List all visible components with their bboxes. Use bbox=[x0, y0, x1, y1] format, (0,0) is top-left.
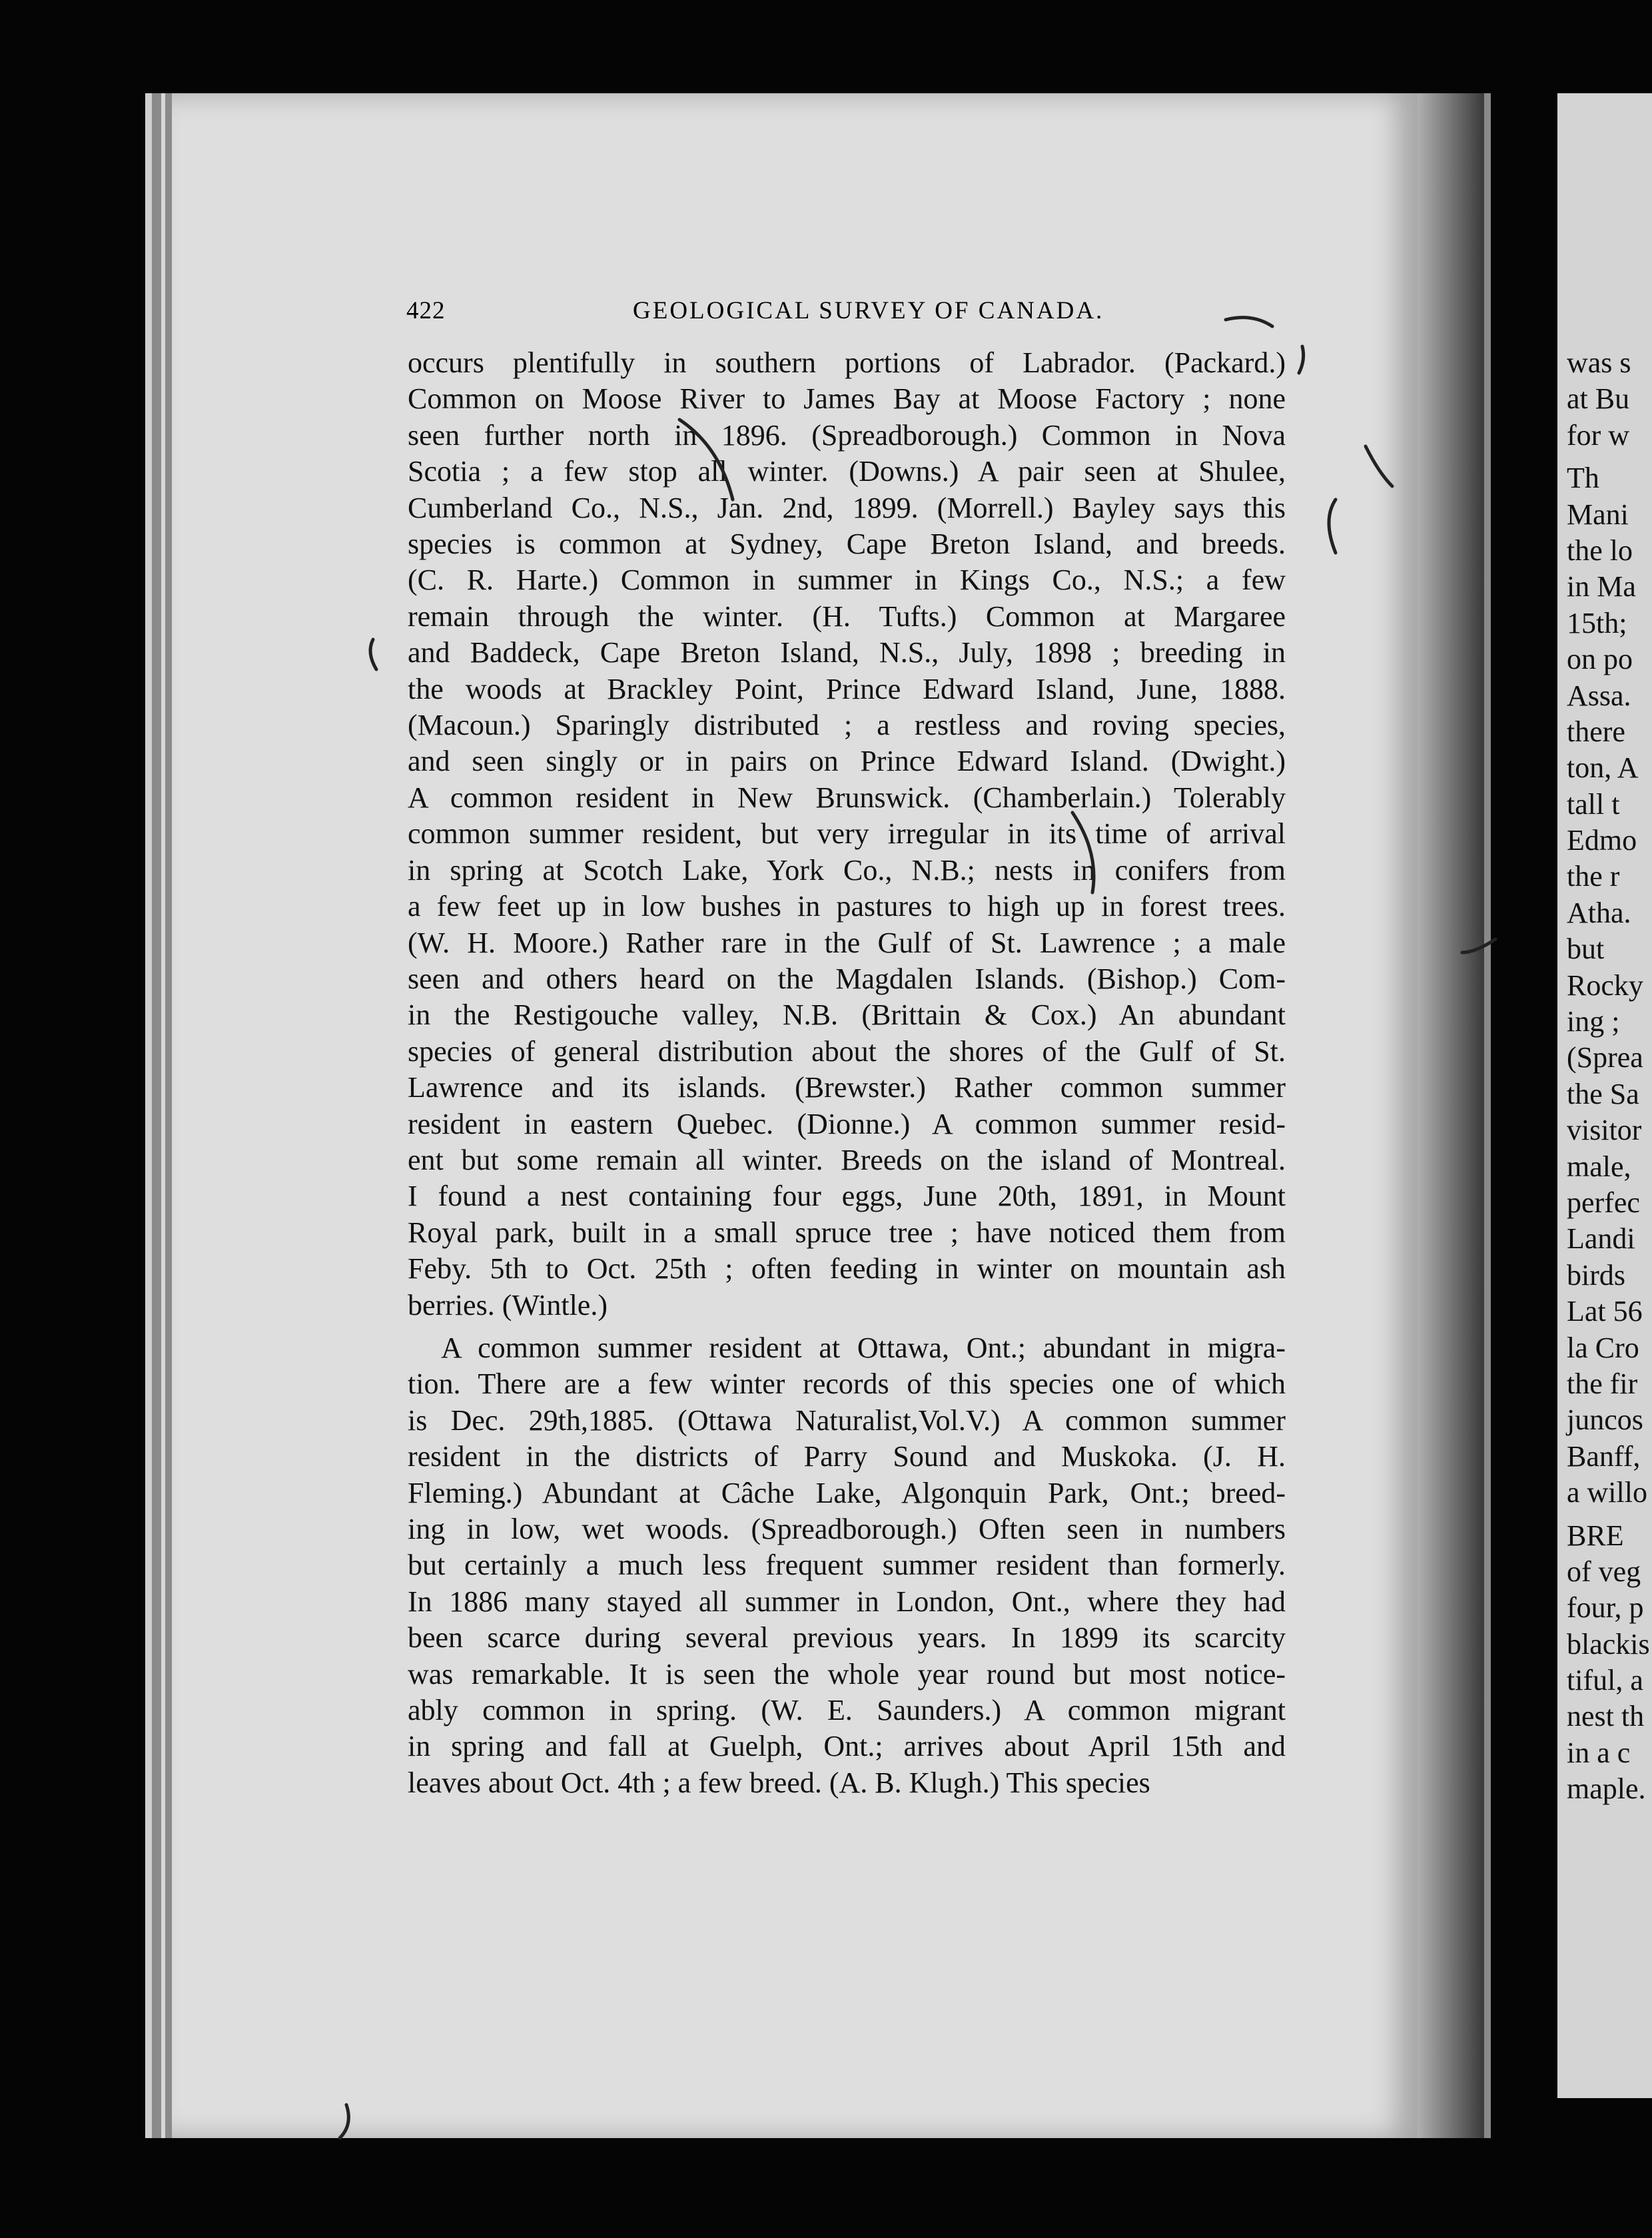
right-page-line: la Cro bbox=[1567, 1331, 1639, 1364]
right-page-line: tiful, a bbox=[1567, 1664, 1643, 1697]
paragraph-2 bbox=[408, 1330, 1286, 1801]
text-line: and Baddeck, Cape Breton Island, N.S., July, 1898 ; breeding in bbox=[408, 636, 1286, 669]
right-page-line: ton, A bbox=[1567, 751, 1639, 785]
text-line: Common on Moose River to James Bay at Moose Factory ; none bbox=[408, 382, 1286, 416]
running-head bbox=[406, 296, 1286, 336]
right-page-line: Edmo bbox=[1567, 824, 1637, 857]
right-page-line: birds bbox=[1567, 1258, 1625, 1292]
right-page-line: a willo bbox=[1567, 1476, 1647, 1509]
right-page-line: Assa. bbox=[1567, 679, 1631, 712]
text-line: I found a nest containing four eggs, June 20th, 1891, in Mount bbox=[408, 1180, 1286, 1213]
paragraph-1 bbox=[408, 345, 1286, 1323]
text-line: common summer resident, but very irregular in its time of arrival bbox=[408, 817, 1286, 851]
right-page-line: 15th; bbox=[1567, 606, 1627, 639]
right-page-line: ing ; bbox=[1567, 1005, 1620, 1038]
right-page-line: male, bbox=[1567, 1150, 1631, 1183]
right-page-line: the lo bbox=[1567, 534, 1633, 567]
text-line: remain through the winter. (H. Tufts.) Common at Margaree bbox=[408, 599, 1286, 633]
text-line: been scarce during several previous years. In 1899 its scarcity bbox=[408, 1621, 1286, 1655]
text-line: A common summer resident at Ottawa, Ont.; abundant in migra- bbox=[441, 1331, 1286, 1364]
right-page bbox=[1557, 93, 1652, 2098]
right-page-line: Mani bbox=[1567, 498, 1629, 531]
right-page-line: maple. bbox=[1567, 1772, 1646, 1806]
right-page-line: the fir bbox=[1567, 1367, 1638, 1400]
right-page-line: (Sprea bbox=[1567, 1041, 1643, 1074]
right-page-line: on po bbox=[1567, 643, 1633, 676]
right-page-line: for w bbox=[1567, 418, 1630, 452]
header-title: GEOLOGICAL SURVEY OF CANADA. bbox=[633, 297, 1104, 324]
text-line: Fleming.) Abundant at Câche Lake, Algonquin Park, Ont.; breed- bbox=[408, 1476, 1286, 1509]
right-page-line: blackis bbox=[1567, 1627, 1650, 1661]
text-line: (C. R. Harte.) Common in summer in Kings Co., N.S.; a few bbox=[408, 563, 1286, 597]
right-page-line: Landi bbox=[1567, 1222, 1635, 1256]
text-line: (Macoun.) Sparingly distributed ; a restless and roving species, bbox=[408, 709, 1286, 742]
text-line: seen and others heard on the Magdalen Islands. (Bishop.) Com- bbox=[408, 962, 1286, 995]
body-text bbox=[408, 345, 1286, 1801]
right-page-line: but bbox=[1567, 932, 1605, 966]
text-line: in spring at Scotch Lake, York Co., N.B.; nests in conifers from bbox=[408, 853, 1286, 887]
right-page-line: tall t bbox=[1567, 787, 1620, 821]
page-number: 422 bbox=[406, 297, 446, 324]
right-page-line: of veg bbox=[1567, 1555, 1641, 1588]
text-line: species is common at Sydney, Cape Breton Island, and breeds. bbox=[408, 528, 1286, 561]
right-page-line: Th bbox=[1567, 462, 1599, 495]
right-page-line: the r bbox=[1567, 860, 1620, 893]
text-line: in the Restigouche valley, N.B. (Brittain & Cox.) An abundant bbox=[408, 998, 1286, 1032]
right-page-line: at Bu bbox=[1567, 382, 1630, 416]
text-line: Lawrence and its islands. (Brewster.) Rather common summer bbox=[408, 1071, 1286, 1104]
right-page-line: Banff, bbox=[1567, 1439, 1641, 1473]
text-line: Cumberland Co., N.S., Jan. 2nd, 1899. (Morrell.) Bayley says this bbox=[408, 491, 1286, 524]
right-page-line: was s bbox=[1567, 346, 1631, 379]
right-page-line: juncos bbox=[1567, 1403, 1643, 1437]
text-line: Royal park, built in a small spruce tree ; have noticed them from bbox=[408, 1216, 1286, 1249]
right-page-line: in Ma bbox=[1567, 570, 1636, 603]
text-line: a few feet up in low bushes in pastures to high up in forest trees. bbox=[408, 890, 1286, 923]
text-line: ably common in spring. (W. E. Saunders.) A common migrant bbox=[408, 1694, 1286, 1727]
text-line: leaves about Oct. 4th ; a few breed. (A. B. Klugh.) This species bbox=[408, 1766, 1150, 1799]
text-line: the woods at Brackley Point, Prince Edward Island, June, 1888. bbox=[408, 672, 1286, 705]
text-line: in spring and fall at Guelph, Ont.; arrives about April 15th and bbox=[408, 1730, 1286, 1763]
right-page-line: in a c bbox=[1567, 1736, 1631, 1769]
text-line: Feby. 5th to Oct. 25th ; often feeding in winter on mountain ash bbox=[408, 1252, 1286, 1286]
text-line: resident in eastern Quebec. (Dionne.) A common summer resid- bbox=[408, 1107, 1286, 1140]
right-page-line: Lat 56 bbox=[1567, 1295, 1643, 1328]
text-line: occurs plentifully in southern portions of Labrador. (Packard.) bbox=[408, 346, 1286, 379]
text-line: was remarkable. It is seen the whole year round but most notice- bbox=[408, 1657, 1286, 1690]
text-line: species of general distribution about the shores of the Gulf of St. bbox=[408, 1034, 1286, 1068]
right-page-line: four, p bbox=[1567, 1591, 1644, 1625]
text-line: In 1886 many stayed all summer in London, Ont., where they had bbox=[408, 1585, 1286, 1618]
right-page-line: the Sa bbox=[1567, 1077, 1639, 1110]
text-line: and seen singly or in pairs on Prince Edward Island. (Dwight.) bbox=[408, 745, 1286, 778]
text-line: (W. H. Moore.) Rather rare in the Gulf of St. Lawrence ; a male bbox=[408, 926, 1286, 959]
text-line: seen further north in 1896. (Spreadborough.) Common in Nova bbox=[408, 418, 1286, 452]
right-page-text bbox=[1567, 345, 1652, 1808]
right-page-line: perfec bbox=[1567, 1186, 1640, 1219]
text-line: tion. There are a few winter records of this species one of which bbox=[408, 1367, 1286, 1401]
right-page-line: visitor bbox=[1567, 1114, 1642, 1147]
text-line: resident in the districts of Parry Sound and Muskoka. (J. H. bbox=[408, 1440, 1286, 1473]
text-line: A common resident in New Brunswick. (Chamberlain.) Tolerably bbox=[408, 781, 1286, 814]
right-page-line: Rocky bbox=[1567, 968, 1643, 1002]
text-line: but certainly a much less frequent summer resident than formerly. bbox=[408, 1549, 1286, 1582]
text-line: ent but some remain all winter. Breeds on the island of Montreal. bbox=[408, 1143, 1286, 1176]
text-line: ing in low, wet woods. (Spreadborough.) Often seen in numbers bbox=[408, 1513, 1286, 1545]
text-line: berries. (Wintle.) bbox=[408, 1288, 608, 1321]
right-page-line: Atha. bbox=[1567, 896, 1631, 929]
right-page-line: BRE bbox=[1567, 1519, 1624, 1552]
text-line: is Dec. 29th,1885. (Ottawa Naturalist,Vol.V.) A common summer bbox=[408, 1403, 1286, 1437]
right-page-line: there bbox=[1567, 715, 1625, 748]
book-gutter bbox=[1418, 93, 1484, 2138]
text-line: Scotia ; a few stop all winter. (Downs.) A pair seen at Shulee, bbox=[408, 455, 1286, 488]
right-page-line: nest th bbox=[1567, 1700, 1645, 1733]
